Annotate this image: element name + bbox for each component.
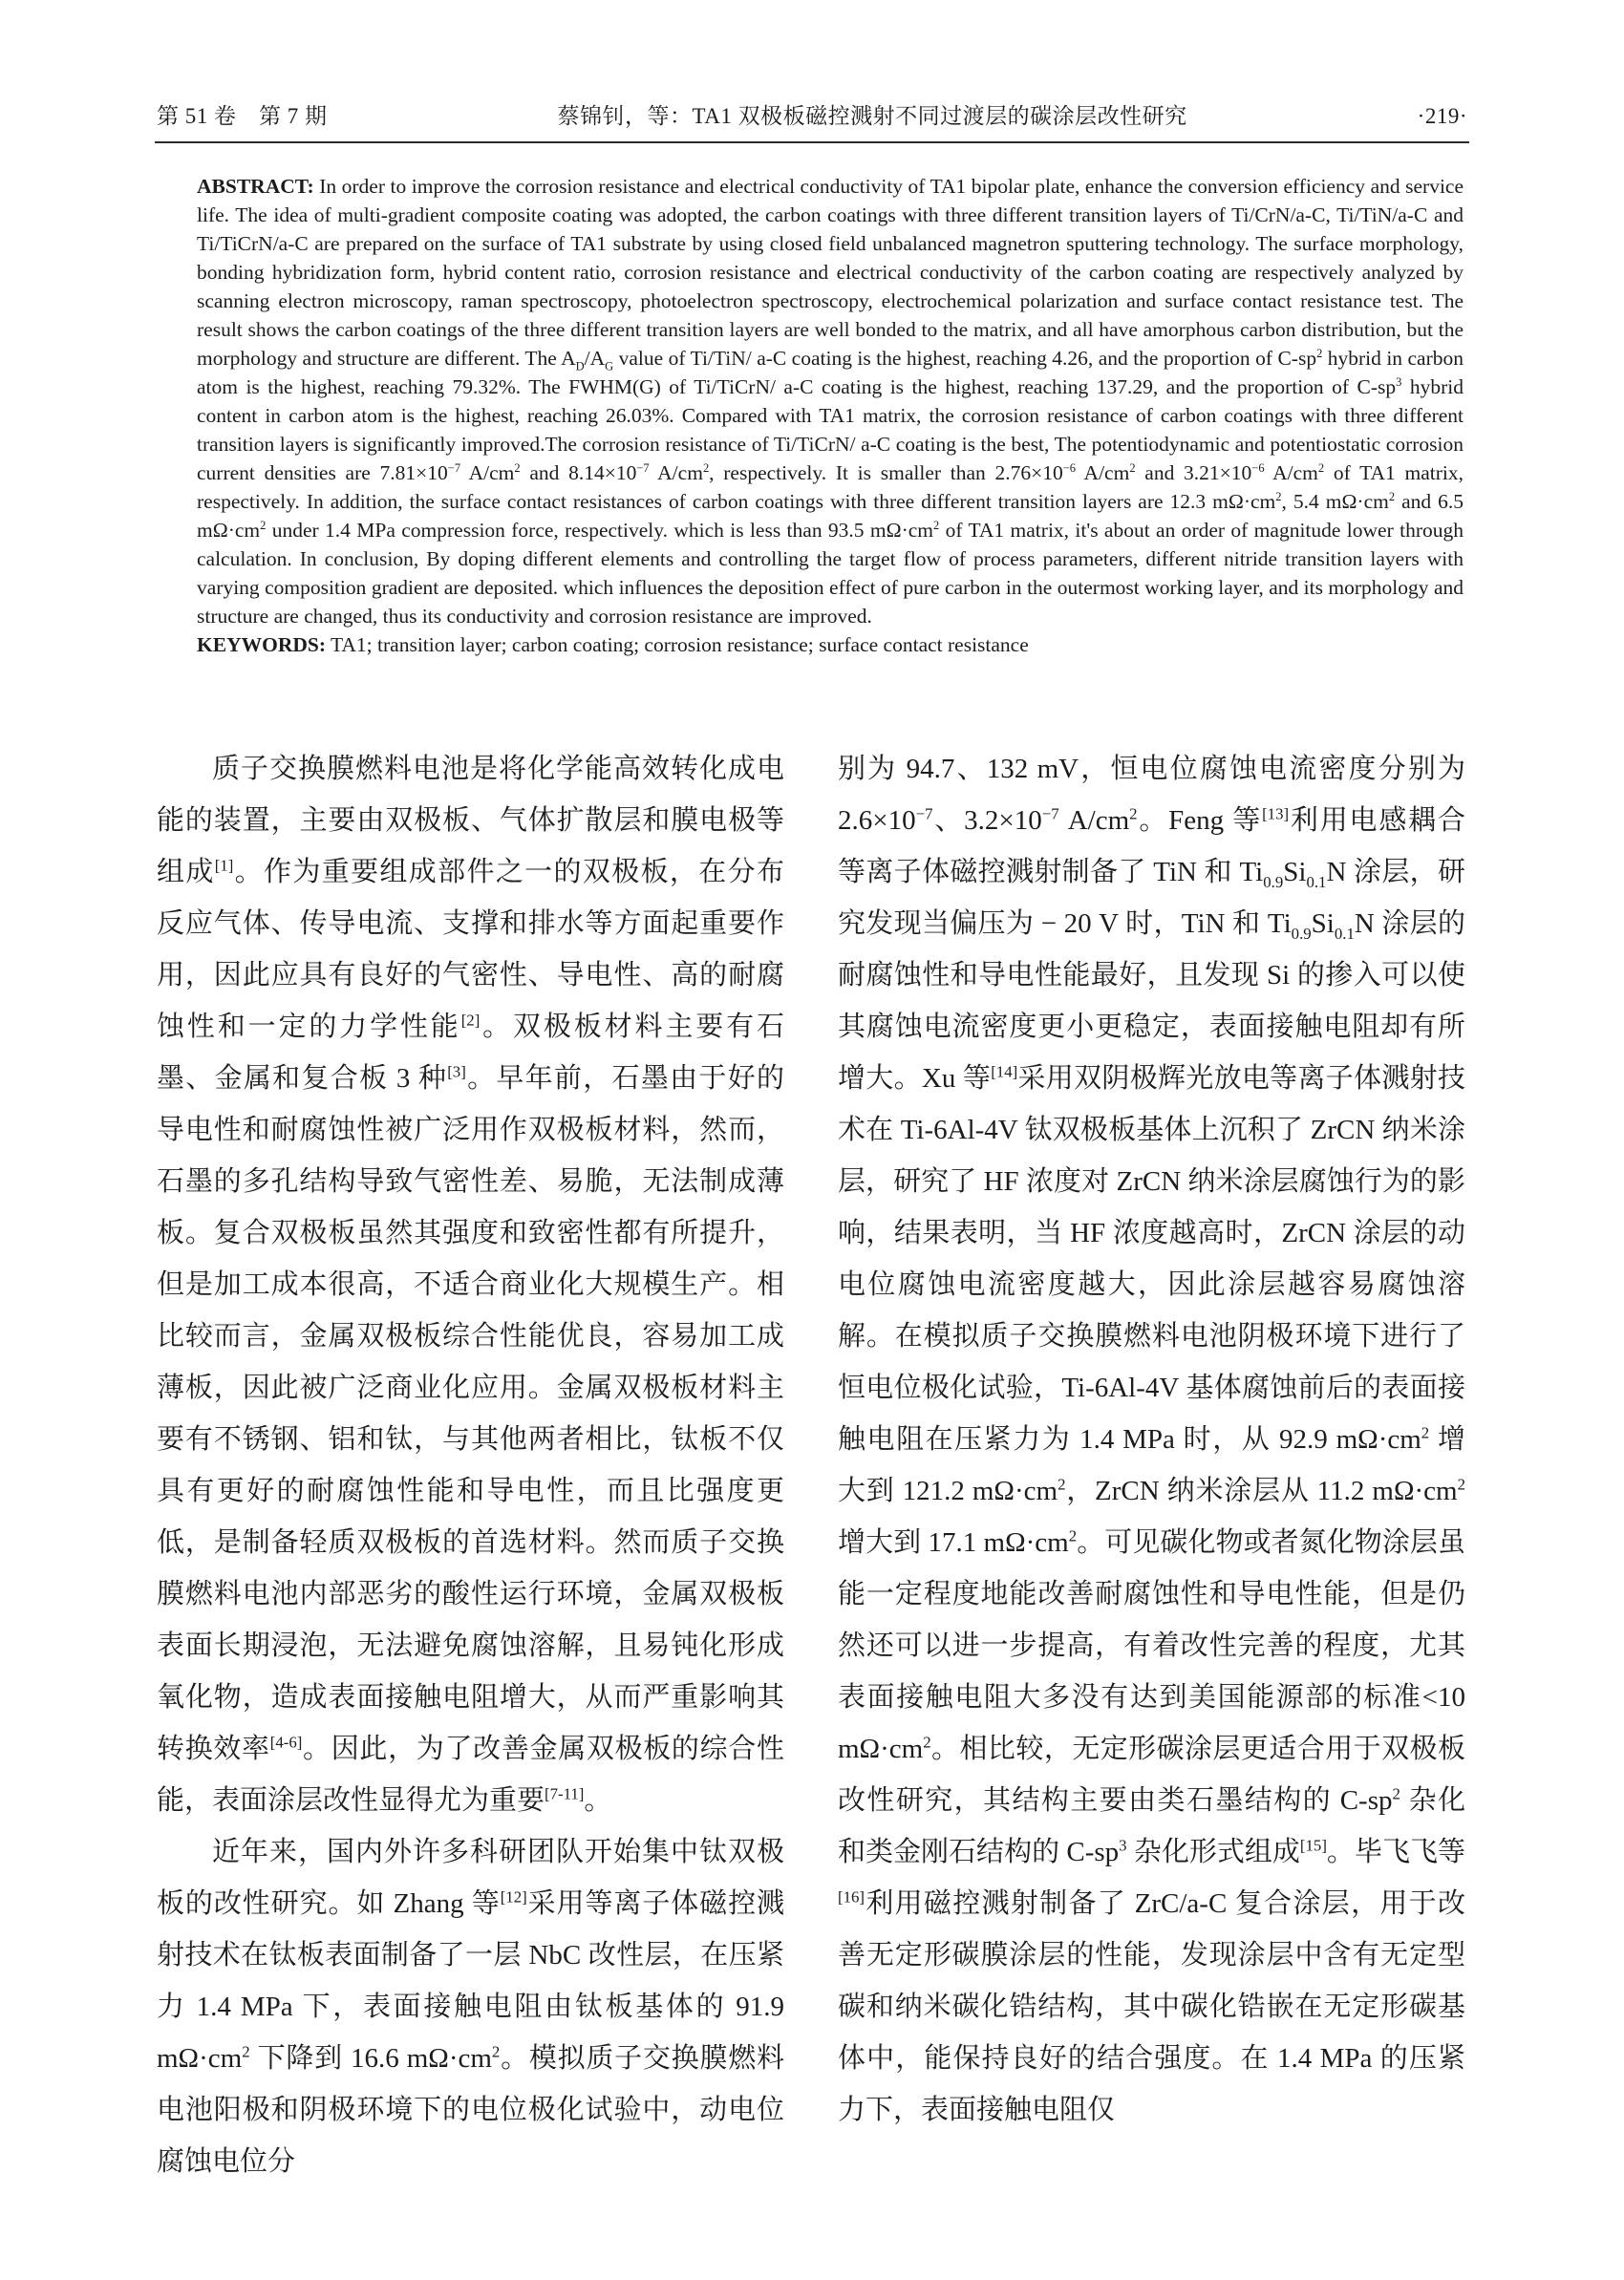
article-body: [157, 743, 1465, 2187]
abstract-text: In order to improve the corrosion resistance and electrical conductivity of TA1 bipolar plate, enhance the conversion efficiency and service life. The idea of multi-gradient composite coating was adopted, the carbon coatings with three different transition layers of Ti/CrN/a-C, Ti/TiN/a-C and Ti/TiCrN/a-C are prepared on the surface of TA1 substrate by using closed field unbalanced magnetron sputtering technology. The surface morphology, bonding hybridization form, hybrid content ratio, corrosion resistance and electrical conductivity of the carbon coating are respectively analyzed by scanning electron microscopy, raman spectroscopy, photoelectron spectroscopy, electrochemical polarization and surface contact resistance test. The result shows the carbon coatings of the three different transition layers are well bonded to the matrix, and all have amorphous carbon distribution, but the morphology and structure are different. The $A_D/A_G$ value of Ti/TiN/ a-C coating is the highest, reaching 4.26, and the proportion of $C-sp^2$ hybrid in carbon atom is the highest, reaching 79.32%. The FWHM(G) of Ti/TiCrN/ a-C coating is the highest, reaching 137.29, and the proportion of $C-sp^3$ hybrid content in carbon atom is the highest, reaching 26.03%. Compared with TA1 matrix, the corrosion resistance of carbon coatings with three different transition layers is significantly improved.The corrosion resistance of Ti/TiCrN/ a-C coating is the best, The potentiodynamic and potentiostatic corrosion current densities are $7.81\times 10^{-7}$ $A/cm^2$ and $8.14\times 10^{-7}$ $A/cm^2$, respectively. It is smaller than $2.76\times 10^{-6}$ $A/cm^2$ and $3.21\times 10^{-6}$ $A/cm^2$ of TA1 matrix, respectively. In addition, the surface contact resistances of carbon coatings with three different transition layers are 12.3 $m\Omega\cdot cm^2$, 5.4 $m\Omega\cdot cm^2$ and 6.5 $m\Omega\cdot cm^2$ under 1.4 MPa compression force, respectively. which is less than 93.5 $m\Omega\cdot cm^2$ of TA1 matrix, it's about an order of magnitude lower through calculation. In conclusion, By doping different elements and controlling the target flow of process parameters, different nitride transition layers with varying composition gradient are deposited. which influences the deposition effect of pure carbon in the outermost working layer, and its morphology and structure are changed, thus its conductivity and corrosion resistance are improved.: [197, 175, 1464, 628]
abstract-section: [197, 172, 1464, 659]
left-column: [157, 743, 784, 2187]
right-column: [838, 743, 1465, 2187]
keywords-label: KEYWORDS:: [197, 633, 326, 656]
body-paragraph: 别为 94.7、132 mV，恒电位腐蚀电流密度分别为 $2.6\times 10^{-7}$、$3.2\times 10^{-7}$ $A/cm^2$。Feng 等[13]利用电感耦合等离子体磁控溅射制备了 TiN 和 $Ti_{0.9}Si_{0.1}N$ 涂层，研究发现当偏压为 − 20 V 时，TiN 和 $Ti_{0.9}Si_{0.1}N$ 涂层的耐腐蚀性和导电性能最好，且发现 Si 的掺入可以使其腐蚀电流密度更小更稳定，表面接触电阻却有所增大。Xu 等[14]采用双阴极辉光放电等离子体溅射技术在 Ti-6Al-4V 钛双极板基体上沉积了 ZrCN 纳米涂层，研究了 HF 浓度对 ZrCN 纳米涂层腐蚀行为的影响，结果表明，当 HF 浓度越高时，ZrCN 涂层的动电位腐蚀电流密度越大，因此涂层越容易腐蚀溶解。在模拟质子交换膜燃料电池阴极环境下进行了恒电位极化试验，Ti-6Al-4V 基体腐蚀前后的表面接触电阻在压紧力为 1.4 MPa 时，从 92.9 $m\Omega\cdot cm^2$ 增大到 121.2 $m\Omega\cdot cm^2$，ZrCN 纳米涂层从 11.2 $m\Omega\cdot cm^2$增大到 17.1 $m\Omega\cdot cm^2$。可见碳化物或者氮化物涂层虽能一定程度地能改善耐腐蚀性和导电性能，但是仍然还可以进一步提高，有着改性完善的程度，尤其表面接触电阻大多没有达到美国能源部的标准<10 $m\Omega\cdot cm^2$。相比较，无定形碳涂层更适合用于双极板改性研究，其结构主要由类石墨结构的 $C-sp^2$ 杂化和类金刚石结构的 $C-sp^3$ 杂化形式组成[15]。毕飞飞等[16]利用磁控溅射制备了 ZrC/a-C 复合涂层，用于改善无定形碳膜涂层的性能，发现涂层中含有无定型碳和纳米碳化锆结构，其中碳化锆嵌在无定形碳基体中，能保持良好的结合强度。在 1.4 MPa 的压紧力下，表面接触电阻仅: [838, 754, 1465, 2125]
abstract-label: ABSTRACT:: [197, 175, 314, 198]
body-paragraph: 质子交换膜燃料电池是将化学能高效转化成电能的装置，主要由双极板、气体扩散层和膜电极等组成[1]。作为重要组成部件之一的双极板，在分布反应气体、传导电流、支撑和排水等方面起重要作用，因此应具有良好的气密性、导电性、高的耐腐蚀性和一定的力学性能[2]。双极板材料主要有石墨、金属和复合板 3 种[3]。早年前，石墨由于好的导电性和耐腐蚀性被广泛用作双极板材料，然而，石墨的多孔结构导致气密性差、易脆，无法制成薄板。复合双极板虽然其强度和致密性都有所提升，但是加工成本很高，不适合商业化大规模生产。相比较而言，金属双极板综合性能优良，容易加工成薄板，因此被广泛商业化应用。金属双极板材料主要有不锈钢、铝和钛，与其他两者相比，钛板不仅具有更好的耐腐蚀性能和导电性，而且比强度更低，是制备轻质双极板的首选材料。然而质子交换膜燃料电池内部恶劣的酸性运行环境，金属双极板表面长期浸泡，无法避免腐蚀溶解，且易钝化形成氧化物，造成表面接触电阻增大，从而严重影响其转换效率[4-6]。因此，为了改善金属双极板的综合性能，表面涂层改性显得尤为重要[7-11]。: [157, 754, 784, 1816]
page-number: ·219·: [1417, 104, 1467, 128]
header-divider: [155, 141, 1469, 143]
page-header: [157, 98, 1467, 130]
keywords-line: [197, 630, 1464, 659]
running-title: 蔡锦钊，等：TA1 双极板磁控溅射不同过渡层的碳涂层改性研究: [557, 104, 1187, 128]
body-paragraph: 近年来，国内外许多科研团队开始集中钛双极板的改性研究。如 Zhang 等[12]采用等离子体磁控溅射技术在钛板表面制备了一层 NbC 改性层，在压紧力 1.4 MPa 下，表面接触电阻由钛板基体的 91.9 $m\Omega\cdot cm^2$ 下降到 16.6 $m\Omega\cdot cm^2$。模拟质子交换膜燃料电池阳极和阴极环境下的电位极化试验中，动电位腐蚀电位分: [157, 1837, 784, 2177]
abstract-paragraph: [197, 172, 1464, 630]
volume-issue: 第 51 卷 第 7 期: [157, 104, 328, 128]
keywords-text: TA1; transition layer; carbon coating; corrosion resistance; surface contact resistance: [330, 633, 1029, 656]
